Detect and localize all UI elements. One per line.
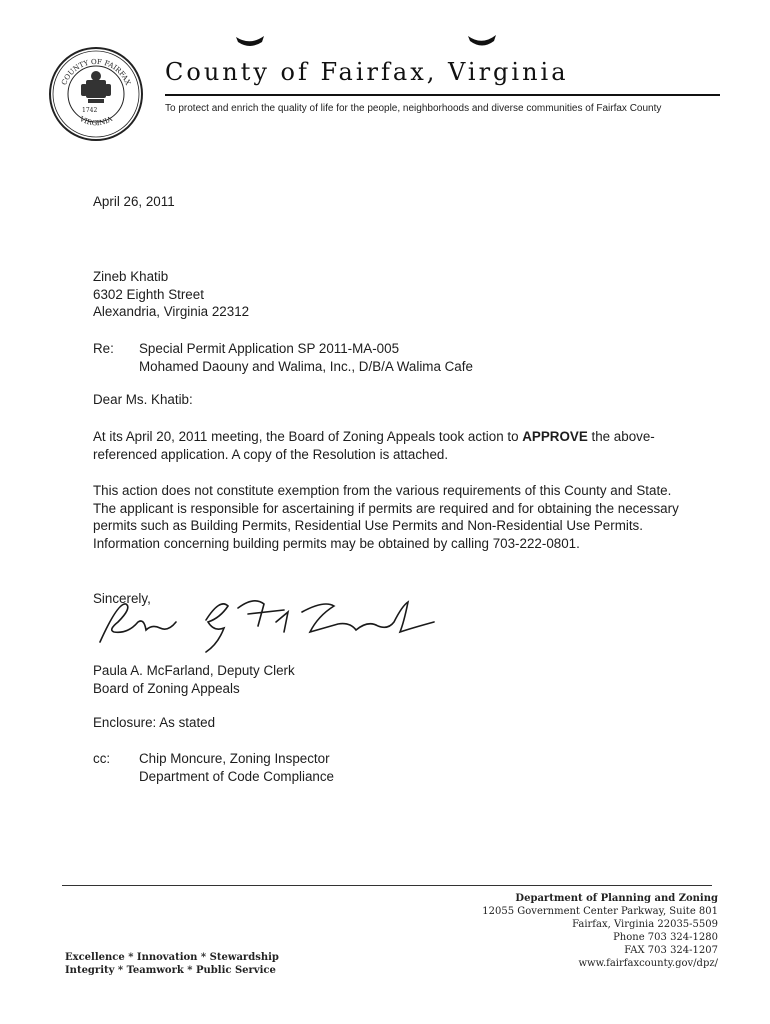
closing: Sincerely, xyxy=(93,591,151,606)
seal-top-text: COUNTY OF FAIRFAX xyxy=(60,57,132,87)
footer-values xyxy=(65,951,279,977)
svg-text:VIRGINIA xyxy=(77,114,114,127)
footer-department: Department of Planning and Zoning xyxy=(515,893,718,904)
footer-divider xyxy=(62,885,712,886)
footer-fax: FAX 703 324-1207 xyxy=(624,945,718,956)
paragraph-approval-tail: the above-referenced application. A copy of the Resolution is attached. xyxy=(93,429,655,462)
footer-phone: Phone 703 324-1280 xyxy=(613,932,718,943)
footer-values-line-1: Excellence * Innovation * Stewardship xyxy=(65,952,279,963)
paragraph-permits: This action does not constitute exemption from the various requirements of this County and State. The applicant is responsible for ascertaining if permits are required and for obtaining the necessary permits such as Building Permits, Residential Use Permits and Non-Residential Use Permits. Information concerning building permits may be obtained by calling 703-222-0801. xyxy=(93,483,679,551)
footer-website: www.fairfaxcounty.gov/dpz/ xyxy=(578,958,718,969)
re-line-application: Special Permit Application SP 2011-MA-005 xyxy=(139,341,400,356)
county-seal xyxy=(46,44,146,144)
county-tagline: To protect and enrich the quality of life for the people, neighborhoods and diverse communities of Fairfax County xyxy=(165,103,662,114)
header-decorative-marks xyxy=(230,28,510,54)
footer-contact xyxy=(482,892,718,970)
footer-city: Fairfax, Virginia 22035-5509 xyxy=(572,919,718,930)
re-line-applicant: Mohamed Daouny and Walima, Inc., D/B/A Walima Cafe xyxy=(139,358,473,374)
cc-recipient-department: Department of Code Compliance xyxy=(139,768,335,784)
signer-name: Paula A. McFarland, Deputy Clerk xyxy=(93,663,295,678)
footer-values-line-2: Integrity * Teamwork * Public Service xyxy=(65,965,276,976)
cc-label: cc: xyxy=(93,751,111,766)
salutation: Dear Ms. Khatib: xyxy=(93,392,193,407)
header-divider xyxy=(165,94,720,96)
signer-organization: Board of Zoning Appeals xyxy=(93,680,240,696)
recipient-name: Zineb Khatib xyxy=(93,269,169,284)
seal-year: 1742 xyxy=(82,107,98,114)
approve-keyword: APPROVE xyxy=(522,429,588,444)
recipient-street: 6302 Eighth Street xyxy=(93,286,204,302)
cc-recipient-name: Chip Moncure, Zoning Inspector xyxy=(139,751,330,766)
paragraph-approval-lead: At its April 20, 2011 meeting, the Board of Zoning Appeals took action to xyxy=(93,429,523,444)
recipient-address xyxy=(93,268,249,321)
letter-date: April 26, 2011 xyxy=(93,194,175,209)
paragraph-approval xyxy=(93,428,693,463)
signature-block xyxy=(93,662,295,697)
cc-recipients xyxy=(139,750,334,785)
re-subject xyxy=(139,340,473,375)
footer-address: 12055 Government Center Parkway, Suite 801 xyxy=(482,906,718,917)
enclosure-note: Enclosure: As stated xyxy=(93,715,216,730)
re-label: Re: xyxy=(93,341,114,356)
recipient-city: Alexandria, Virginia 22312 xyxy=(93,304,250,319)
handwritten-signature xyxy=(88,592,448,656)
seal-bottom-text: VIRGINIA xyxy=(78,114,114,128)
county-title: County of Fairfax, Virginia xyxy=(165,58,569,86)
